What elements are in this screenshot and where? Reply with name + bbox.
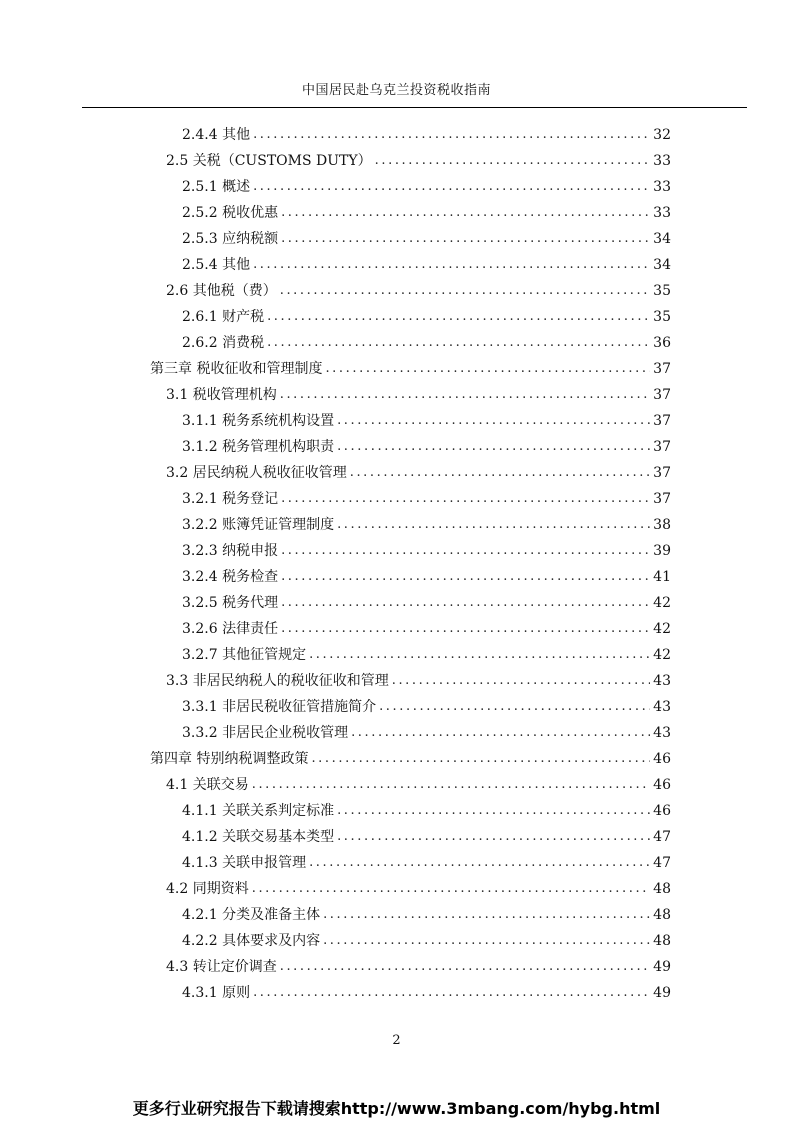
toc-dot-leader xyxy=(253,980,650,1006)
toc-dot-leader xyxy=(280,954,650,980)
toc-entry-page: 48 xyxy=(653,907,671,923)
toc-entry-title: 3.3.2 非居民企业税收管理 xyxy=(182,725,349,741)
toc-entry-title: 3.3.1 非居民税收征管措施简介 xyxy=(182,699,377,715)
toc-entry[interactable] xyxy=(182,642,671,668)
toc-entry[interactable] xyxy=(166,772,671,798)
toc-entry-title: 3.3 非居民纳税人的税收征收和管理 xyxy=(166,673,389,689)
toc-entry-title: 2.4.4 其他 xyxy=(182,127,251,143)
toc-entry[interactable] xyxy=(150,746,671,772)
toc-entry[interactable] xyxy=(166,278,671,304)
toc-entry-title: 4.2.2 具体要求及内容 xyxy=(182,933,321,949)
toc-entry-title: 4.1.2 关联交易基本类型 xyxy=(182,829,335,845)
toc-entry-page: 37 xyxy=(653,439,671,455)
toc-entry-title: 4.3.1 原则 xyxy=(182,985,251,1001)
toc-entry-page: 43 xyxy=(653,673,671,689)
toc-dot-leader xyxy=(253,252,650,278)
toc-entry-page: 37 xyxy=(653,387,671,403)
toc-entry-title: 3.2 居民纳税人税收征收管理 xyxy=(166,465,347,481)
toc-entry-title: 4.2 同期资料 xyxy=(166,881,249,897)
toc-entry-title: 3.2.5 税务代理 xyxy=(182,595,279,611)
footer-promo-link[interactable]: 更多行业研究报告下载请搜索http://www.3mbang.com/hybg.html xyxy=(132,1099,661,1118)
toc-dot-leader xyxy=(337,824,650,850)
toc-entry[interactable] xyxy=(182,798,671,824)
toc-dot-leader xyxy=(252,876,650,902)
toc-entry-page: 43 xyxy=(653,725,671,741)
toc-entry[interactable] xyxy=(182,616,671,642)
toc-entry-page: 32 xyxy=(653,127,671,143)
toc-entry-title: 2.5 关税（CUSTOMS DUTY） xyxy=(166,153,372,169)
toc-entry-title: 3.1 税收管理机构 xyxy=(166,387,277,403)
toc-dot-leader xyxy=(311,746,650,772)
toc-entry[interactable] xyxy=(182,174,671,200)
toc-entry-title: 2.5.4 其他 xyxy=(182,257,251,273)
toc-entry-page: 42 xyxy=(653,647,671,663)
toc-dot-leader xyxy=(337,512,650,538)
toc-dot-leader xyxy=(379,694,650,720)
toc-dot-leader xyxy=(351,720,650,746)
toc-entry-title: 4.1 关联交易 xyxy=(166,777,249,793)
toc-entry-page: 43 xyxy=(653,699,671,715)
toc-entry-title: 3.2.4 税务检查 xyxy=(182,569,279,585)
toc-entry[interactable] xyxy=(182,850,671,876)
toc-entry-title: 3.2.7 其他征管规定 xyxy=(182,647,307,663)
toc-entry-title: 4.1.3 关联申报管理 xyxy=(182,855,307,871)
toc-entry[interactable] xyxy=(182,694,671,720)
page-number: 2 xyxy=(392,1033,401,1048)
toc-entry[interactable] xyxy=(182,200,671,226)
toc-dot-leader xyxy=(267,304,650,330)
toc-dot-leader xyxy=(309,850,650,876)
toc-entry[interactable] xyxy=(166,668,671,694)
toc-dot-leader xyxy=(337,408,650,434)
toc-entry[interactable] xyxy=(182,824,671,850)
toc-entry-page: 37 xyxy=(653,413,671,429)
toc-dot-leader xyxy=(280,278,650,304)
toc-dot-leader xyxy=(281,226,650,252)
toc-entry-page: 41 xyxy=(653,569,671,585)
toc-entry-title: 2.5.2 税收优惠 xyxy=(182,205,279,221)
toc-dot-leader xyxy=(325,356,650,382)
toc-entry-title: 第四章 特别纳税调整政策 xyxy=(150,751,309,767)
toc-entry-title: 2.6 其他税（费） xyxy=(166,283,277,299)
toc-entry-title: 2.6.2 消费税 xyxy=(182,335,265,351)
toc-entry[interactable] xyxy=(182,226,671,252)
toc-dot-leader xyxy=(281,616,650,642)
toc-entry[interactable] xyxy=(182,330,671,356)
toc-entry-page: 47 xyxy=(653,855,671,871)
toc-entry-page: 33 xyxy=(653,153,671,169)
toc-entry[interactable] xyxy=(166,382,671,408)
toc-entry-title: 3.2.1 税务登记 xyxy=(182,491,279,507)
toc-entry-title: 4.1.1 关联关系判定标准 xyxy=(182,803,335,819)
toc-entry[interactable] xyxy=(182,434,671,460)
toc-entry-page: 39 xyxy=(653,543,671,559)
toc-dot-leader xyxy=(281,486,650,512)
toc-entry-title: 2.5.1 概述 xyxy=(182,179,251,195)
toc-entry-page: 46 xyxy=(653,751,671,767)
toc-dot-leader xyxy=(337,798,650,824)
toc-entry-title: 4.3 转让定价调查 xyxy=(166,959,277,975)
toc-entry-page: 35 xyxy=(653,309,671,325)
toc-entry[interactable] xyxy=(182,564,671,590)
toc-dot-leader xyxy=(337,434,650,460)
toc-entry[interactable] xyxy=(182,538,671,564)
toc-entry-page: 48 xyxy=(653,933,671,949)
toc-entry[interactable] xyxy=(166,148,671,174)
toc-entry[interactable] xyxy=(150,356,671,382)
toc-dot-leader xyxy=(350,460,650,486)
toc-entry[interactable] xyxy=(182,408,671,434)
toc-dot-leader xyxy=(392,668,650,694)
toc-entry-page: 48 xyxy=(653,881,671,897)
toc-entry[interactable] xyxy=(182,928,671,954)
toc-entry-title: 3.2.6 法律责任 xyxy=(182,621,279,637)
toc-entry[interactable] xyxy=(182,122,671,148)
toc-entry-page: 34 xyxy=(653,231,671,247)
toc-entry-page: 37 xyxy=(653,361,671,377)
toc-entry[interactable] xyxy=(182,590,671,616)
toc-entry-title: 第三章 税收征收和管理制度 xyxy=(150,361,323,377)
toc-entry[interactable] xyxy=(166,460,671,486)
toc-entry[interactable] xyxy=(166,954,671,980)
toc-entry-page: 33 xyxy=(653,205,671,221)
toc-entry[interactable] xyxy=(182,720,671,746)
toc-entry[interactable] xyxy=(166,876,671,902)
document-title: 中国居民赴乌克兰投资税收指南 xyxy=(301,83,491,98)
header-divider xyxy=(82,107,747,108)
toc-dot-leader xyxy=(281,538,650,564)
toc-entry-page: 37 xyxy=(653,491,671,507)
toc-dot-leader xyxy=(280,382,650,408)
toc-entry-page: 35 xyxy=(653,283,671,299)
toc-entry-page: 42 xyxy=(653,595,671,611)
toc-entry-title: 3.2.2 账簿凭证管理制度 xyxy=(182,517,335,533)
toc-dot-leader xyxy=(252,772,650,798)
toc-entry[interactable] xyxy=(182,486,671,512)
toc-entry[interactable] xyxy=(182,902,671,928)
toc-entry-page: 46 xyxy=(653,803,671,819)
toc-entry-page: 47 xyxy=(653,829,671,845)
toc-entry-title: 4.2.1 分类及准备主体 xyxy=(182,907,321,923)
toc-dot-leader xyxy=(267,330,650,356)
toc-dot-leader xyxy=(281,564,650,590)
toc-entry-page: 49 xyxy=(653,959,671,975)
toc-entry-page: 34 xyxy=(653,257,671,273)
toc-entry-title: 2.6.1 财产税 xyxy=(182,309,265,325)
toc-dot-leader xyxy=(375,148,650,174)
toc-entry-page: 36 xyxy=(653,335,671,351)
toc-entry-title: 2.5.3 应纳税额 xyxy=(182,231,279,247)
toc-entry-title: 3.1.1 税务系统机构设置 xyxy=(182,413,335,429)
toc-entry-page: 37 xyxy=(653,465,671,481)
toc-entry-page: 38 xyxy=(653,517,671,533)
toc-dot-leader xyxy=(253,174,650,200)
toc-dot-leader xyxy=(253,122,650,148)
toc-dot-leader xyxy=(281,200,650,226)
toc-dot-leader xyxy=(281,590,650,616)
toc-entry-title: 3.2.3 纳税申报 xyxy=(182,543,279,559)
toc-entry[interactable] xyxy=(182,252,671,278)
toc-dot-leader xyxy=(323,928,650,954)
toc-entry-page: 42 xyxy=(653,621,671,637)
toc-entry[interactable] xyxy=(182,304,671,330)
toc-dot-leader xyxy=(309,642,650,668)
toc-entry-title: 3.1.2 税务管理机构职责 xyxy=(182,439,335,455)
toc-entry[interactable] xyxy=(182,980,671,1006)
toc-entry-page: 33 xyxy=(653,179,671,195)
toc-entry-page: 49 xyxy=(653,985,671,1001)
toc-entry-page: 46 xyxy=(653,777,671,793)
toc-dot-leader xyxy=(323,902,650,928)
toc-entry[interactable] xyxy=(182,512,671,538)
